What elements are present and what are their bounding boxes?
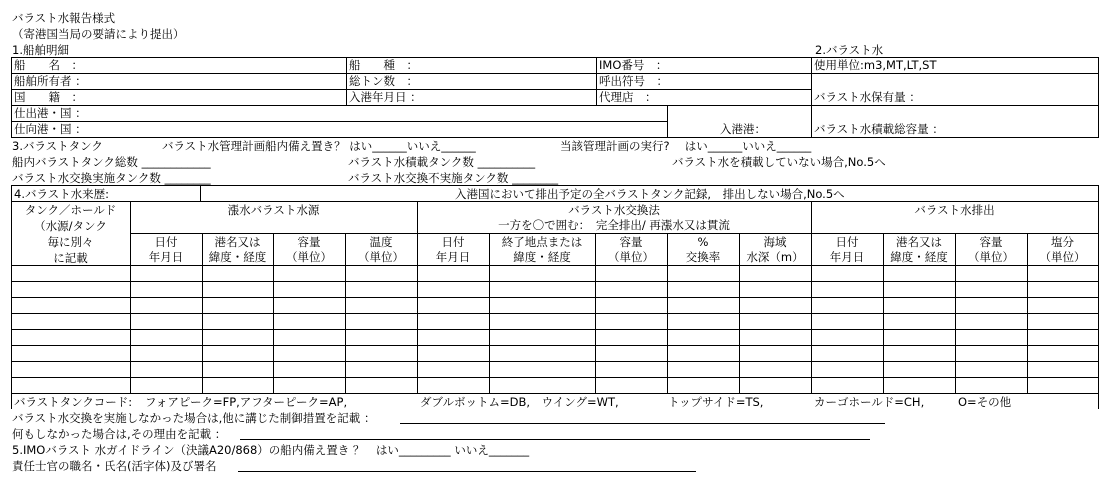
exchange-subheader: 一方を〇で囲む： 完全排出/ 再漲水又は貫流 <box>498 218 730 232</box>
no-ballast-note: バラスト水を積載していない場合,No.5へ <box>672 155 886 169</box>
tank-code-double-bottom: ダブルボットム=DB, ウイング=WT, <box>420 395 619 409</box>
grid-line <box>11 185 1099 186</box>
col-header: 緯度・経度 <box>513 250 571 264</box>
imo-number-field[interactable]: IMO番号 ： <box>599 58 668 72</box>
imo-guideline-question[interactable]: 5.IMOバラスト 水ガイドライン（決議A20/868）の船内備え置き ？ はい_________ いいえ_______ <box>12 443 530 457</box>
discharge-header: バラスト水排出 <box>914 203 995 217</box>
section3-heading: 3.バラストタンク <box>12 139 103 153</box>
units-label: 使用単位:m3,MT,LT,ST <box>814 58 937 72</box>
owner-field[interactable]: 船舶所有者 ： <box>14 74 87 88</box>
col-header: 港名又は <box>896 235 942 249</box>
grid-line <box>11 361 1099 362</box>
grid-line <box>11 345 1099 346</box>
grid-line <box>811 201 812 393</box>
col-header: 緯度・経度 <box>208 250 267 264</box>
section4-note: 入港国において排出予定の全バラストタンク記録, 排出しない場合,No.5へ <box>455 187 845 201</box>
col-header: （単位） <box>1039 250 1086 264</box>
col-header: 緯度・経度 <box>890 250 948 264</box>
grid-line <box>11 313 1099 314</box>
gross-tonnage-field[interactable]: 総トン数 ： <box>349 74 418 88</box>
exchanged-tanks-field[interactable]: バラスト水交換実施タンク数 ________ <box>12 171 211 185</box>
grid-line <box>11 297 1099 298</box>
plan-implemented-question[interactable]: 当該管理計画の実行? はい______いいえ______ <box>560 139 812 153</box>
grid-line <box>11 201 1099 202</box>
grid-line <box>11 73 1099 74</box>
grid-line <box>811 105 1099 106</box>
col-header: （単位） <box>286 250 332 264</box>
tanks-loaded-field[interactable]: バラスト水積載タンク数 __________ <box>348 155 536 169</box>
tank-hold-header-line: （水源/タンク <box>34 219 107 233</box>
grid-line <box>11 329 1099 330</box>
plan-onboard-question[interactable]: バラスト水管理計画船内備え置き？ はい______いいえ______ <box>162 139 476 153</box>
grid-line <box>1098 185 1099 409</box>
grid-line <box>1098 57 1099 137</box>
grid-line <box>11 137 1099 138</box>
not-exchanged-tanks-field[interactable]: バラスト水交換不実施タンク数 ________ <box>348 171 559 185</box>
exchange-header: バラスト水交換法 <box>568 203 660 217</box>
tank-hold-header-line: に記載 <box>53 251 88 265</box>
tank-hold-header-line: 毎に別々 <box>47 235 94 249</box>
section1-heading: 1.船舶明細 <box>12 43 69 57</box>
col-header: 容量 <box>979 235 1003 249</box>
grid-line <box>11 105 812 106</box>
section2-heading: 2.バラスト水 <box>815 43 884 57</box>
from-port-field[interactable]: 仕出港・国 ： <box>14 106 87 120</box>
col-header: 日付 <box>154 235 178 249</box>
col-header: 年月日 <box>435 250 471 264</box>
officer-signature-label: 責任士官の職名・氏名(活字体)及び署名 <box>12 459 217 473</box>
col-header: 日付 <box>441 235 465 249</box>
tank-code-other: O=その他 <box>958 395 1012 409</box>
col-header: 水深（m） <box>746 250 804 264</box>
tank-codes-label: バラストタンクコード: <box>14 395 133 409</box>
col-header: （単位） <box>608 250 654 264</box>
ballast-onboard-field[interactable]: バラスト水保有量 ： <box>814 90 921 104</box>
to-port-field[interactable]: 仕向港・国 ： <box>14 122 87 136</box>
grid-line <box>346 57 347 105</box>
grid-line <box>11 377 1099 378</box>
col-header: （単位） <box>358 250 404 264</box>
col-header: 温度 <box>369 235 393 249</box>
grid-line <box>11 121 668 122</box>
port-of-entry-field[interactable]: 入港港： <box>720 122 766 136</box>
no-action-reason-line[interactable] <box>240 439 870 440</box>
agent-field[interactable]: 代理店 ： <box>599 90 657 104</box>
control-measures-line[interactable] <box>400 423 885 424</box>
col-header: % <box>697 235 709 249</box>
tank-code-cargo-hold: カーゴホールド=CH, <box>814 395 925 409</box>
col-header: 交換率 <box>685 250 721 264</box>
call-sign-field[interactable]: 呼出符号 ： <box>599 74 668 88</box>
col-header: 海域 <box>763 235 787 249</box>
col-header: 容量 <box>619 235 643 249</box>
form-title: バラスト水報告様式 <box>12 11 116 25</box>
tank-hold-header-line: タンク／ホールド <box>24 203 117 217</box>
grid-line <box>130 233 1099 234</box>
grid-line <box>596 57 597 105</box>
ship-name-field[interactable]: 船 名 ： <box>14 58 83 72</box>
grid-line <box>11 281 1099 282</box>
ballast-capacity-field[interactable]: バラスト水積載総容量 ： <box>814 122 944 136</box>
no-action-reason-label: 何もしなかった場合は,その理由を記載 ： <box>12 427 227 441</box>
grid-line <box>11 265 1099 266</box>
grid-line <box>811 57 812 137</box>
col-header: 容量 <box>297 235 321 249</box>
col-header: 年月日 <box>829 250 865 264</box>
tank-code-peak: フォアピーク=FP,アフターピーク=AP, <box>145 395 348 409</box>
arrival-date-field[interactable]: 入港年月日 ： <box>349 90 422 104</box>
grid-line <box>11 57 12 137</box>
col-header: 港名又は <box>214 235 261 249</box>
ship-type-field[interactable]: 船 種 ： <box>349 58 418 72</box>
col-header: 年月日 <box>148 250 184 264</box>
officer-signature-line[interactable] <box>238 471 696 472</box>
flag-field[interactable]: 国 籍 ： <box>14 90 83 104</box>
col-header: 塩分 <box>1051 235 1074 249</box>
grid-line <box>667 105 668 137</box>
total-tanks-field[interactable]: 船内バラストタンク総数 ____________ <box>12 155 211 169</box>
section4-heading: 4.バラスト水来歴: <box>14 187 110 201</box>
control-measures-label: バラスト水交換を実施しなかった場合は,他に講じた制御措置を記載 ： <box>12 411 376 425</box>
form-subtitle: （寄港国当局の要請により提出） <box>12 27 185 41</box>
col-header: （単位） <box>968 250 1014 264</box>
col-header: 日付 <box>835 235 859 249</box>
grid-line <box>200 185 201 201</box>
source-header: 漲水バラスト水源 <box>227 203 320 217</box>
grid-line <box>130 201 131 393</box>
col-header: 終了地点または <box>501 235 583 249</box>
tank-code-top-side: トップサイド=TS, <box>668 395 764 409</box>
grid-line <box>11 393 1099 394</box>
